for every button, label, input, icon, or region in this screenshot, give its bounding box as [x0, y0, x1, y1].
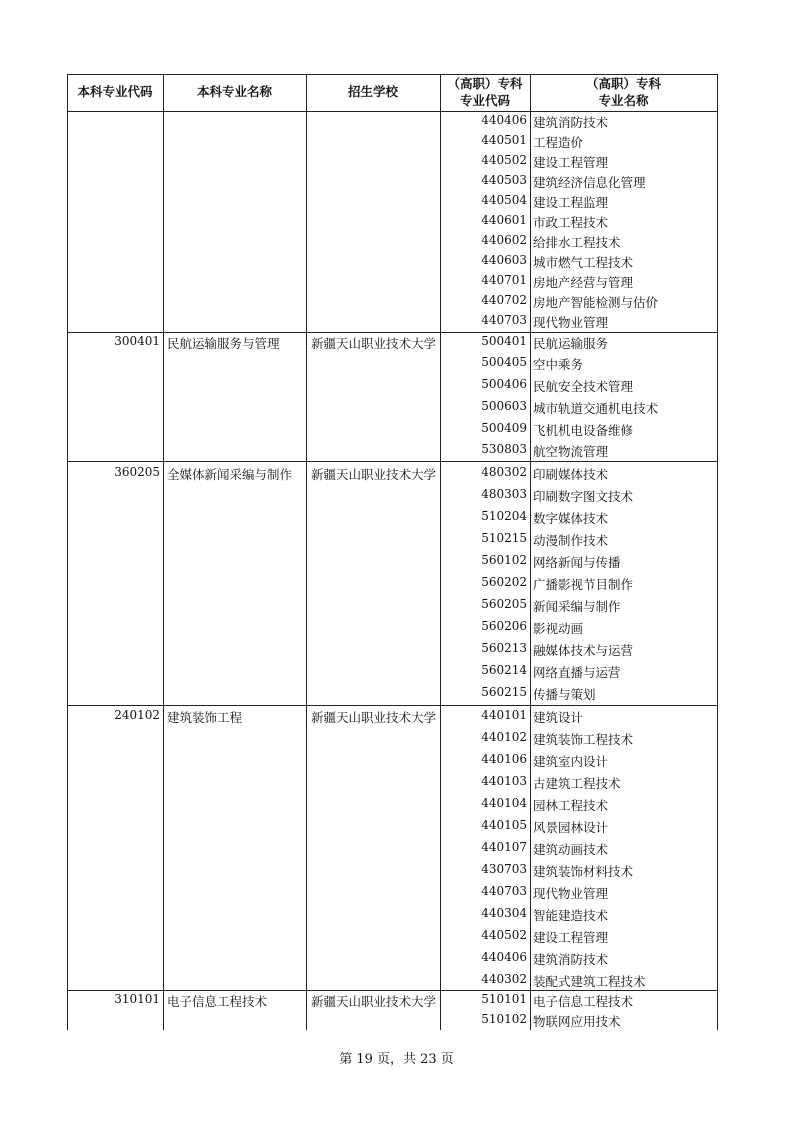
zk-code: 440102 — [481, 730, 527, 744]
zk-name: 建筑装饰材料技术 — [533, 864, 634, 879]
group-divider — [67, 332, 717, 333]
zk-code: 560213 — [481, 641, 527, 655]
zk-code: 440603 — [481, 253, 527, 267]
zk-name: 工程造价 — [533, 135, 584, 150]
zk-code: 560214 — [481, 663, 527, 677]
zk-code: 500401 — [481, 334, 527, 348]
zk-name: 建设工程管理 — [533, 930, 609, 945]
zk-name: 空中乘务 — [533, 357, 584, 372]
zk-code: 440406 — [481, 950, 527, 964]
group-divider — [67, 990, 717, 991]
zk-name: 民航运输服务 — [533, 336, 609, 351]
column-divider — [306, 74, 307, 1030]
bk-name: 全媒体新闻采编与制作 — [167, 467, 293, 482]
zk-name: 房地产经营与管理 — [533, 275, 634, 290]
zk-code: 440107 — [481, 840, 527, 854]
zk-name: 现代物业管理 — [533, 886, 609, 901]
header-bottom-border — [67, 111, 717, 112]
bk-name: 建筑装饰工程 — [167, 710, 243, 725]
page-footer: 第 19 页，共 23 页 — [339, 1052, 454, 1067]
zk-code: 440602 — [481, 233, 527, 247]
bk-code: 300401 — [114, 334, 160, 348]
school-name: 新疆天山职业技术大学 — [311, 710, 437, 725]
header-school: 招生学校 — [347, 84, 398, 99]
zk-code: 530803 — [481, 442, 527, 456]
header-zk-name-line2: 专业名称 — [598, 93, 649, 108]
header-zk-code-line2: 专业代码 — [459, 93, 510, 108]
zk-name: 物联网应用技术 — [533, 1014, 621, 1029]
zk-name: 建筑消防技术 — [533, 115, 609, 130]
zk-code: 510101 — [481, 992, 527, 1006]
zk-name: 飞机机电设备维修 — [533, 423, 634, 438]
zk-name: 建设工程管理 — [533, 155, 609, 170]
zk-name: 智能建造技术 — [533, 908, 609, 923]
zk-code: 500406 — [481, 377, 527, 391]
zk-code: 440503 — [481, 173, 527, 187]
zk-code: 480303 — [481, 487, 527, 501]
zk-code: 440304 — [481, 906, 527, 920]
zk-name: 城市燃气工程技术 — [533, 255, 634, 270]
zk-code: 440502 — [481, 928, 527, 942]
zk-code: 500405 — [481, 355, 527, 369]
zk-name: 装配式建筑工程技术 — [533, 974, 646, 989]
zk-name: 古建筑工程技术 — [533, 776, 621, 791]
zk-name: 新闻采编与制作 — [533, 599, 621, 614]
header-zk-code-line1: （高职）专科 — [447, 76, 523, 91]
bk-code: 240102 — [114, 708, 160, 722]
zk-code: 510204 — [481, 509, 527, 523]
zk-code: 440105 — [481, 818, 527, 832]
column-divider — [163, 74, 164, 1030]
zk-name: 电子信息工程技术 — [533, 994, 634, 1009]
zk-code: 440406 — [481, 113, 527, 127]
zk-code: 440701 — [481, 273, 527, 287]
zk-code: 560206 — [481, 619, 527, 633]
zk-code: 440104 — [481, 796, 527, 810]
zk-code: 440501 — [481, 133, 527, 147]
zk-name: 建筑消防技术 — [533, 952, 609, 967]
zk-code: 440703 — [481, 313, 527, 327]
zk-code: 440103 — [481, 774, 527, 788]
bk-name: 电子信息工程技术 — [167, 994, 268, 1009]
bk-code: 360205 — [114, 465, 160, 479]
zk-name: 印刷数字图文技术 — [533, 489, 634, 504]
zk-name: 建筑室内设计 — [533, 754, 609, 769]
zk-name: 传播与策划 — [533, 687, 596, 702]
zk-code: 560215 — [481, 685, 527, 699]
zk-code: 560205 — [481, 597, 527, 611]
zk-name: 动漫制作技术 — [533, 533, 609, 548]
zk-code: 500409 — [481, 421, 527, 435]
header-bk-name: 本科专业名称 — [196, 84, 272, 99]
school-name: 新疆天山职业技术大学 — [311, 994, 437, 1009]
zk-code: 440601 — [481, 213, 527, 227]
zk-name: 建筑经济信息化管理 — [533, 175, 646, 190]
zk-code: 440106 — [481, 752, 527, 766]
zk-name: 建筑设计 — [533, 710, 584, 725]
bk-name: 民航运输服务与管理 — [167, 336, 280, 351]
zk-code: 440101 — [481, 708, 527, 722]
zk-name: 印刷媒体技术 — [533, 467, 609, 482]
zk-code: 480302 — [481, 465, 527, 479]
table-top-border — [67, 74, 717, 75]
zk-code: 440703 — [481, 884, 527, 898]
zk-code: 440502 — [481, 153, 527, 167]
zk-code: 440504 — [481, 193, 527, 207]
header-zk-name-line1: （高职）专科 — [585, 76, 661, 91]
zk-name: 网络直播与运营 — [533, 665, 621, 680]
zk-name: 城市轨道交通机电技术 — [533, 401, 659, 416]
table-right-border — [717, 74, 718, 1030]
zk-name: 网络新闻与传播 — [533, 555, 621, 570]
zk-name: 融媒体技术与运营 — [533, 643, 634, 658]
zk-code: 440302 — [481, 972, 527, 986]
column-divider — [530, 74, 531, 1030]
zk-name: 园林工程技术 — [533, 798, 609, 813]
zk-name: 影视动画 — [533, 621, 584, 636]
group-divider — [67, 705, 717, 706]
zk-code: 560102 — [481, 553, 527, 567]
zk-name: 建筑装饰工程技术 — [533, 732, 634, 747]
zk-code: 560202 — [481, 575, 527, 589]
table-left-border — [67, 74, 68, 1030]
zk-name: 广播影视节目制作 — [533, 577, 634, 592]
zk-name: 数字媒体技术 — [533, 511, 609, 526]
zk-name: 现代物业管理 — [533, 315, 609, 330]
zk-name: 航空物流管理 — [533, 444, 609, 459]
zk-code: 510102 — [481, 1012, 527, 1026]
zk-name: 给排水工程技术 — [533, 235, 621, 250]
zk-code: 440702 — [481, 293, 527, 307]
school-name: 新疆天山职业技术大学 — [311, 336, 437, 351]
zk-code: 430703 — [481, 862, 527, 876]
zk-name: 建设工程监理 — [533, 195, 609, 210]
zk-name: 风景园林设计 — [533, 820, 609, 835]
bk-code: 310101 — [114, 992, 160, 1006]
zk-name: 民航安全技术管理 — [533, 379, 634, 394]
zk-name: 建筑动画技术 — [533, 842, 609, 857]
zk-code: 500603 — [481, 399, 527, 413]
group-divider — [67, 461, 717, 462]
school-name: 新疆天山职业技术大学 — [311, 467, 437, 482]
zk-code: 510215 — [481, 531, 527, 545]
zk-name: 房地产智能检测与估价 — [533, 295, 659, 310]
header-bk-code: 本科专业代码 — [77, 84, 153, 99]
zk-name: 市政工程技术 — [533, 215, 609, 230]
